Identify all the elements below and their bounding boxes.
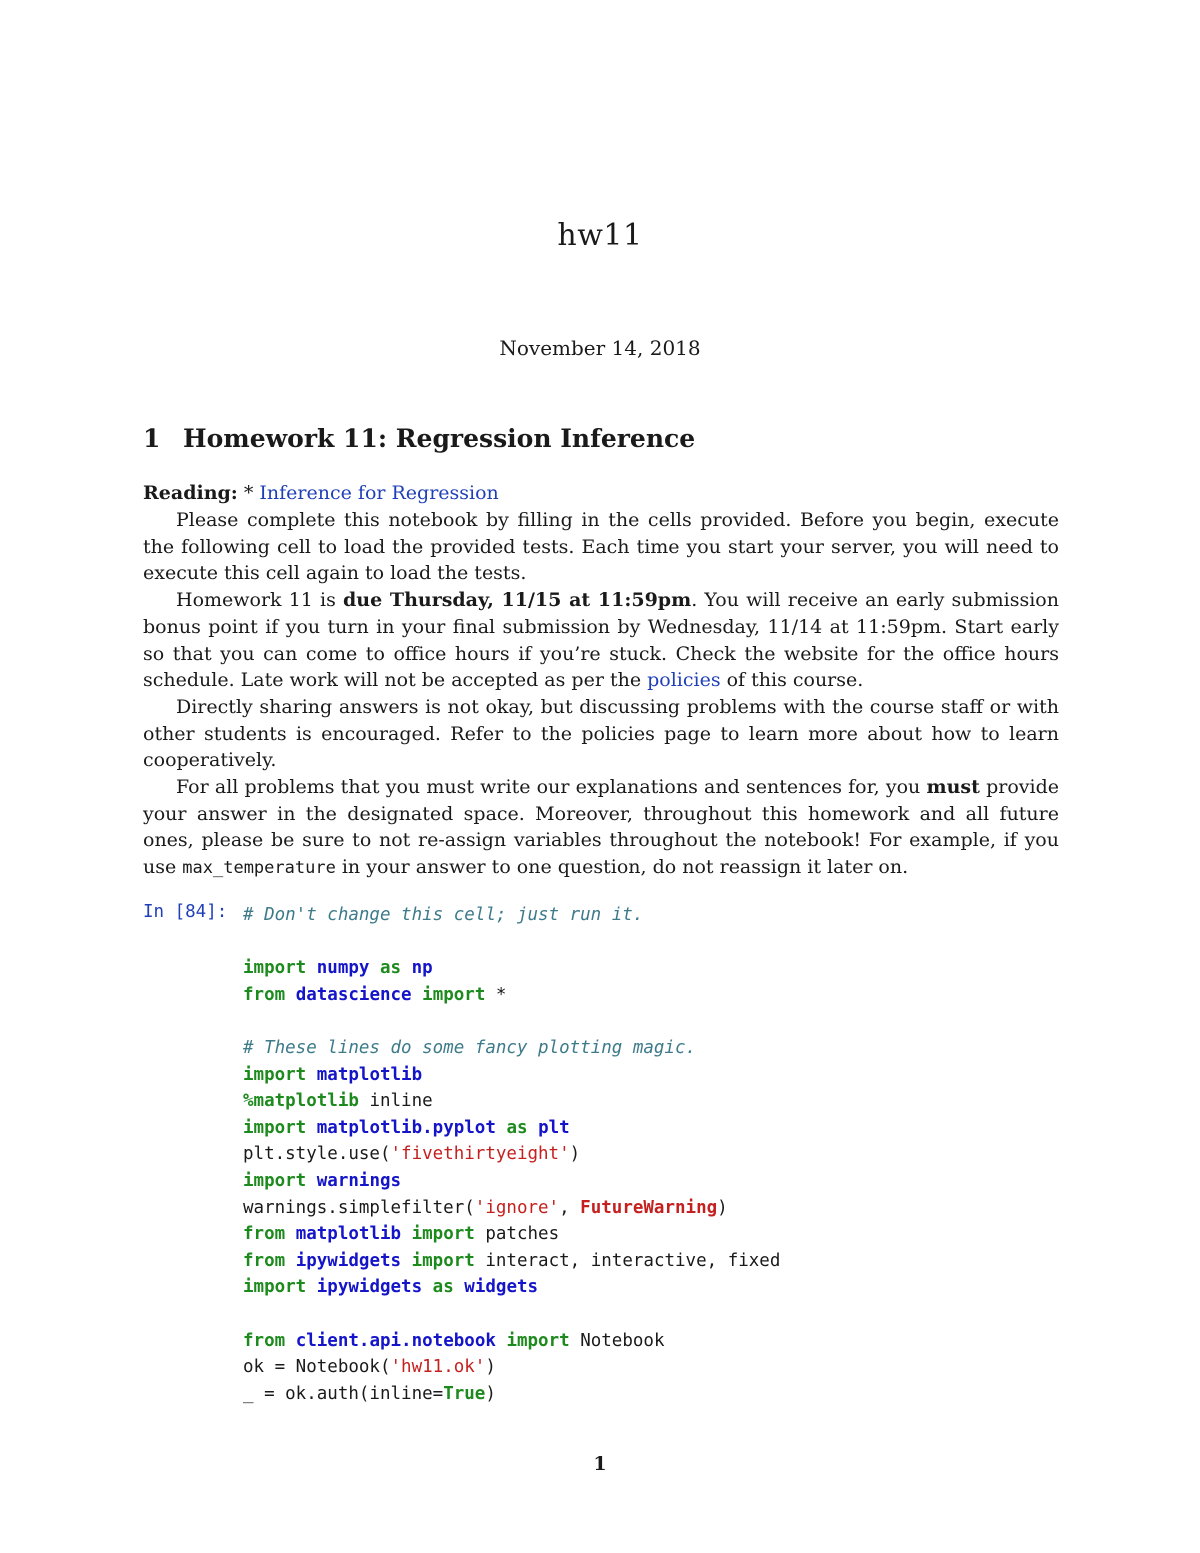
code-line: from client.api.notebook import Notebook (243, 1330, 665, 1351)
code-line: from ipywidgets import interact, interactive, fixed (243, 1250, 781, 1271)
code-line (243, 929, 780, 956)
code-line (243, 1008, 780, 1035)
p4-text-c: in your answer to one question, do not reassign it later on. (335, 856, 909, 879)
paragraph-2 (143, 587, 1059, 694)
document-title: hw11 (557, 218, 643, 253)
reading-link[interactable]: Inference for Regression (259, 482, 499, 504)
section-title: Homework 11: Regression Inference (183, 424, 696, 453)
code-line: import warnings (243, 1170, 402, 1191)
p4-text-b: provide your answer in the designated space. Moreover, throughout this homework and all future ones, please be sure to not re-assign variables throughout the notebook! For example, if you use (143, 776, 1059, 879)
p4-emphasis: must (926, 776, 980, 799)
code-line: import numpy as np (243, 958, 433, 979)
document-date: November 14, 2018 (499, 336, 701, 360)
code-line: ok = Notebook('hw11.ok') (243, 1357, 496, 1378)
code-line: import matplotlib (243, 1064, 423, 1085)
reading-bullet: * (243, 482, 254, 504)
inline-code: max_temperature (182, 858, 336, 879)
paragraph-1: Please complete this notebook by filling in the cells provided. Before you begin, execute the following cell to load the provided tests. Each time you start your server, you will need to execute this cell again to load the tests. (143, 509, 1059, 585)
code-lines (243, 902, 780, 1407)
p4-text-a: For all problems that you must write our explanations and sentences for, you (176, 776, 927, 799)
paragraph-3: Directly sharing answers is not okay, but discussing problems with the course staff or with other students is encouraged. Refer to the policies page to learn more about how to learn cooperatively. (143, 695, 1059, 772)
cell-prompt: In [84]: (143, 902, 228, 922)
p2-text-c: of this course. (720, 669, 864, 692)
due-date: due Thursday, 11/15 at 11:59pm (343, 589, 692, 612)
code-line: from datascience import * (243, 984, 507, 1005)
code-line: plt.style.use('fivethirtyeight') (243, 1144, 581, 1165)
code-line: warnings.simplefilter('ignore', FutureWarning) (243, 1197, 728, 1218)
code-line: # These lines do some fancy plotting magic. (243, 1037, 697, 1058)
code-line: import matplotlib.pyplot as plt (243, 1117, 570, 1138)
reading-label: Reading: (143, 482, 238, 504)
page-number: 1 (593, 1453, 607, 1475)
reading-line (143, 480, 1059, 507)
code-line: %matplotlib inline (243, 1091, 433, 1112)
p2-text-a: Homework 11 is (176, 589, 344, 612)
code-line (243, 1301, 780, 1328)
code-line: _ = ok.auth(inline=True) (243, 1383, 496, 1404)
section-heading (143, 424, 695, 453)
code-line: # Don't change this cell; just run it. (243, 905, 644, 925)
policies-link[interactable]: policies (647, 669, 721, 692)
section-number: 1 (143, 424, 161, 453)
code-line: import ipywidgets as widgets (243, 1277, 539, 1298)
paragraph-4 (143, 774, 1059, 882)
p2-text-b: . You will receive an early submission bonus point if you turn in your final submission by Wednesday, 11/14 at 11:59pm. Start early so that you can come to office hours if you’re stuck. Check the website for the office hours schedule. Late work will not be accepted as per the (143, 589, 1059, 692)
code-line: from matplotlib import patches (243, 1224, 560, 1245)
instructions (143, 507, 1059, 882)
